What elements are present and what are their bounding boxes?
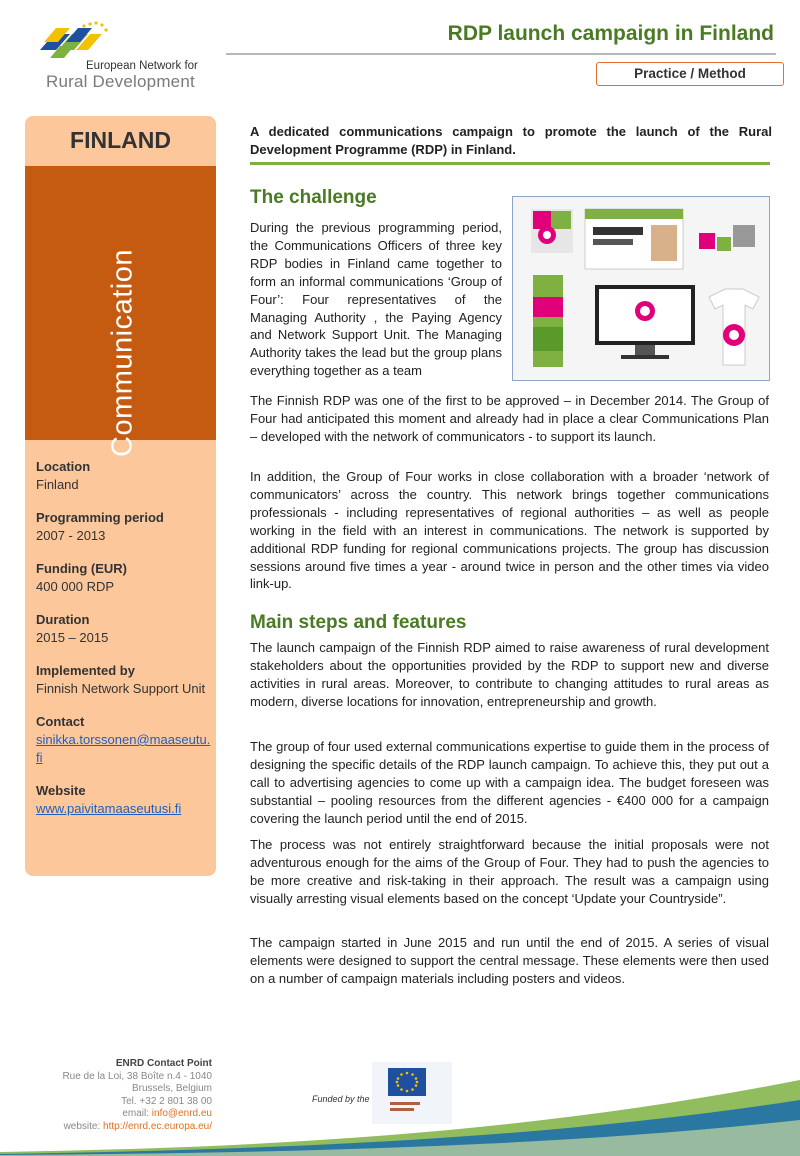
page-title: RDP launch campaign in Finland (447, 22, 774, 45)
steps-heading: Main steps and features (250, 612, 467, 633)
category-tag: Practice / Method (596, 62, 784, 86)
enrd-logo-mark-icon (36, 20, 116, 60)
steps-paragraph-3: The process was not entirely straightforward because the initial proposals were not adventurous enough for the aims of the Group of Four. They had to push the agencies to be more creative and risk-taking in their approach. The result was a campaign using visually arresting visual elements based on the concept ‘Update your Countryside”. (250, 837, 769, 906)
sidebar-label: Contact (36, 714, 85, 729)
sidebar-value: 2007 - 2013 (36, 528, 106, 543)
challenge-heading: The challenge (250, 187, 377, 208)
campaign-collage-icon (513, 197, 770, 381)
sidebar-label: Programming period (36, 510, 164, 525)
logo-line1: European Network for (86, 60, 198, 72)
sidebar-item-funding (36, 560, 212, 596)
sidebar-country: FINLAND (70, 127, 171, 153)
footer-email-row (62, 1108, 212, 1121)
sidebar-value: 400 000 RDP (36, 579, 115, 594)
challenge-paragraph-3: In addition, the Group of Four works in close collaboration with a broader ‘network of communicators’ across the country. This network brings together communications professionals - including representatives of regional authorities – as well as people working in the field with an interest in communications. The network is supported by additional RDP funding for regional communications projects. The group has discussion sessions around five times a year - around twice in person and the other times via video link-up. (250, 469, 769, 592)
website-link[interactable]: www.paivitamaaseutusi.fi (36, 801, 182, 816)
sidebar-label: Location (36, 459, 91, 474)
steps-paragraph-1: The launch campaign of the Finnish RDP aimed to raise awareness of rural development stakeholders about the opportunities provided by the RDP to support new and diverse activities in rural areas. Moreover, to contribute to changing attitudes to rural areas as modern, diverse locations for innovation, entrepreneurship and growth. (250, 640, 769, 709)
footer-tel: Tel. +32 2 801 38 00 (121, 1095, 212, 1107)
sidebar-item-programming-period (36, 509, 212, 545)
logo-line2: Rural Development (46, 72, 195, 91)
sidebar-label: Duration (36, 612, 90, 627)
sidebar-label: Funding (EUR) (36, 561, 127, 576)
footer-website-link[interactable]: http://enrd.ec.europa.eu/ (103, 1120, 212, 1132)
sidebar-item-contact (36, 713, 212, 767)
sidebar-label: Website (36, 783, 86, 798)
enrd-logo[interactable] (36, 20, 211, 95)
lead-summary: A dedicated communications campaign to promote the launch of the Rural Development Programme (RDP) in Finland. (250, 124, 772, 157)
sidebar-theme-band (25, 166, 216, 457)
challenge-paragraph-1: During the previous programming period, the Communications Officers of three key RDP bodies in Finland came together to form an informal communications ‘Group of Four’: Four representatives of the Managing Authority , the Paying Agency and Network Support Unit. The Managing Authority takes the lead but the group plans everything together as a team (250, 220, 502, 379)
footer-contact (62, 1058, 212, 1133)
title-divider (226, 53, 776, 55)
contact-email-link[interactable]: sinikka.torssonen@maaseutu.fi (36, 732, 211, 765)
footer-title: ENRD Contact Point (115, 1058, 212, 1069)
sidebar-info-list (36, 458, 212, 833)
footer-address-1: Rue de la Loi, 38 Boîte n.4 - 1040 (62, 1070, 212, 1082)
sidebar-label: Implemented by (36, 663, 135, 678)
footer-email-link[interactable]: info@enrd.eu (151, 1108, 212, 1119)
eu-flag-icon (370, 1062, 454, 1124)
info-sidebar (25, 116, 216, 876)
sidebar-value: 2015 – 2015 (36, 630, 109, 645)
sidebar-item-duration (36, 611, 212, 647)
funded-by-text: Funded by the (312, 1094, 370, 1104)
sidebar-item-implemented-by (36, 662, 212, 698)
challenge-paragraph-2: The Finnish RDP was one of the first to be approved – in December 2014. The Group of Four had anticipated this moment and already had in place a clear Communications Plan – developed with the network of communicators - to support its launch. (250, 393, 769, 444)
campaign-materials-image (512, 196, 770, 381)
footer-address-2: Brussels, Belgium (131, 1083, 212, 1094)
footer-website-label: website: (63, 1120, 104, 1132)
lead-divider (250, 162, 770, 165)
footer-website-row (62, 1121, 212, 1134)
footer-email-label: email: (122, 1108, 152, 1119)
sidebar-value: Finnish Network Support Unit (36, 681, 206, 696)
sidebar-item-website (36, 782, 212, 818)
sidebar-item-location (36, 458, 212, 494)
steps-paragraph-4: The campaign started in June 2015 and run until the end of 2015. A series of visual elements were designed to support the central message. These elements were then used on a number of campaign materials including posters and videos. (250, 935, 769, 986)
sidebar-value: Finland (36, 477, 79, 492)
sidebar-theme: Communication (106, 249, 139, 457)
steps-paragraph-2: The group of four used external communications expertise to guide them in the process of designing the specific details of the RDP launch campaign. To achieve this, they put out a call to advertising agencies to come up with a campaign idea. The budget foreseen was substantial – pooling resources from the different agencies - €400 000 for a campaign covering the launch period until the end of 2015. (250, 739, 769, 826)
